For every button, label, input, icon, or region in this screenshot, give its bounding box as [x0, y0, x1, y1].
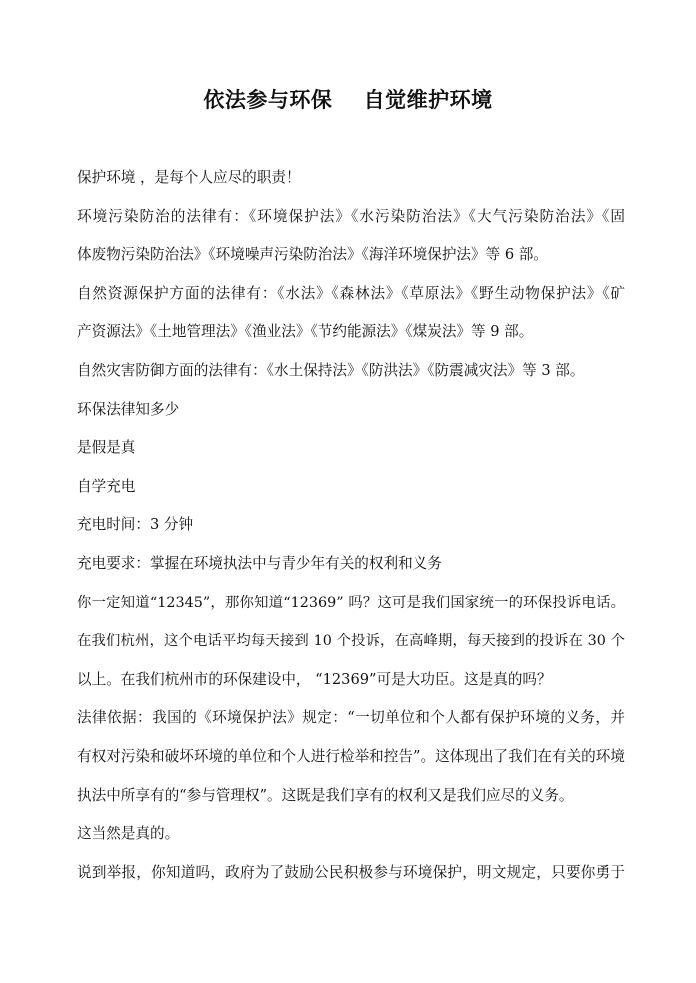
body-line-10: 充电时间：3 分钟	[77, 516, 194, 534]
body-line-17: 执法中所享有的“参与管理权”。这既是我们享有的权利又是我们应尽的义务。	[77, 786, 574, 804]
body-line-1: 保护环境 ，是每个人应尽的职责！	[77, 169, 301, 186]
body-line-2: 环境污染防治的法律有：《环境保护法》《水污染防治法》《大气污染防治法》《固	[77, 207, 625, 225]
body-line-13: 在我们杭州，这个电话平均每天接到 10 个投诉，在高峰期，每天接到的投诉在 30 个	[77, 633, 625, 650]
body-line-6: 自然灾害防御方面的法律有：《水土保持法》《防洪法》《防震减灾法》等 3 部。	[77, 361, 585, 379]
body-line-4: 自然资源保护方面的法律有：《水法》《森林法》《草原法》《野生动物保护法》《矿	[77, 284, 625, 302]
body-line-7: 环保法律知多少	[77, 400, 180, 418]
document-body	[77, 159, 625, 892]
document-title: 依法参与环保 自觉维护环境	[203, 88, 493, 112]
body-line-3: 体废物污染防治法》《环境噪声污染防治法》《海洋环境保护法》等 6 部。	[77, 246, 548, 264]
body-line-16: 有权对污染和破坏环境的单位和个人进行检举和控告”。这体现出了我们在有关的环境	[77, 747, 625, 765]
body-line-5: 产资源法》《土地管理法》《渔业法》《节约能源法》《煤炭法》等 9 部。	[77, 323, 534, 341]
body-line-9: 自学充电	[77, 477, 136, 495]
body-line-15: 法律依据：我国的《环境保护法》规定：“一切单位和个人都有保护环境的义务，并	[77, 709, 625, 727]
body-line-8: 是假是真	[77, 439, 136, 457]
body-line-19: 说到举报，你知道吗，政府为了鼓励公民积极参与环境保护，明文规定，只要你勇于	[77, 863, 625, 881]
body-line-12: 你一定知道“12345”，那你知道“12369” 吗？这可是我们国家统一的环保投诉电话。	[77, 594, 625, 611]
body-line-14: 以上。在我们杭州市的环保建设中， “12369”可是大功臣。这是真的吗？	[77, 670, 552, 688]
body-line-11: 充电要求：掌握在环境执法中与青少年有关的权利和义务	[77, 554, 442, 572]
body-line-18: 这当然是真的。	[77, 825, 180, 843]
